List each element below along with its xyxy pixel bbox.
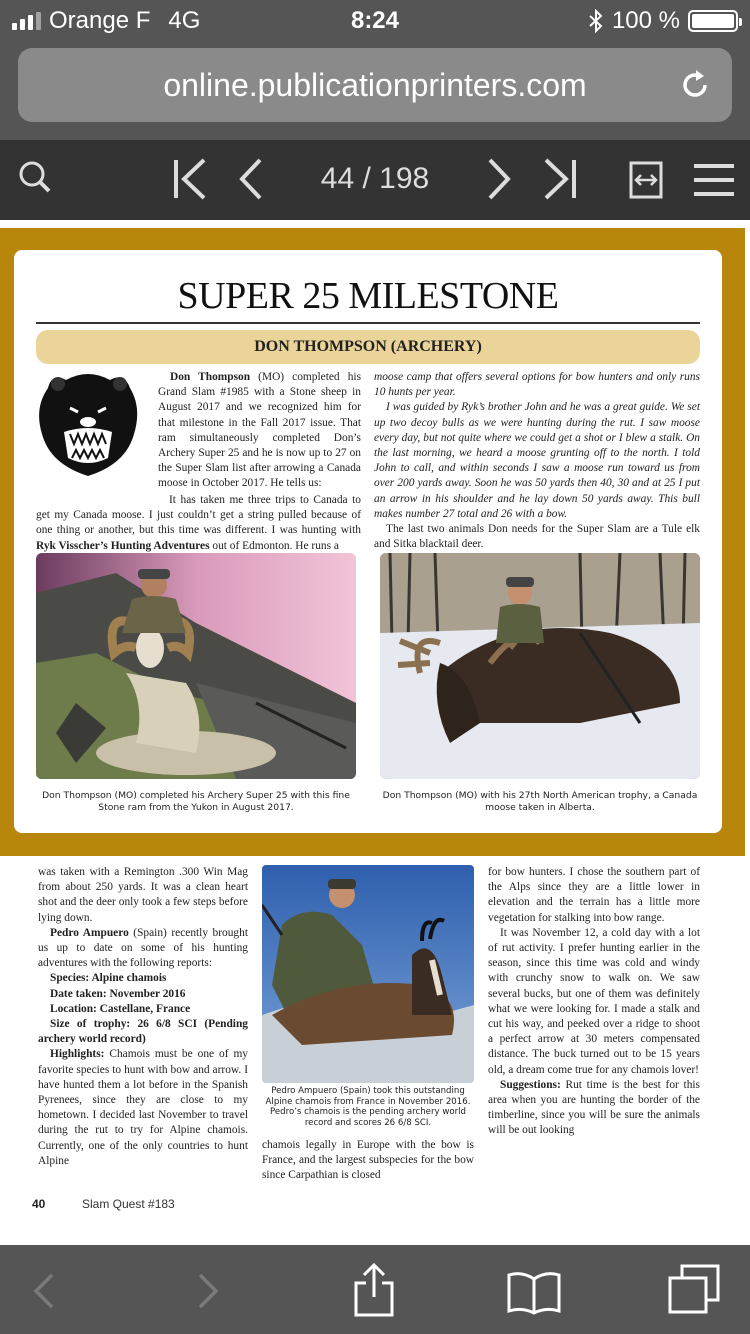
prev-page-icon[interactable]	[236, 156, 266, 202]
article-subtitle: DON THOMPSON (ARCHERY)	[36, 330, 700, 364]
moose-photo	[380, 553, 700, 779]
species-line: Species: Alpine chamois	[50, 972, 167, 985]
search-icon[interactable]	[18, 158, 54, 198]
address-bar[interactable]	[18, 48, 732, 122]
right-para-2: I was guided by Ryk’s brother John and he was a great guide. We set up two decoy bulls as we were hunting during the rut. I saw moose every day, but not quite where we could get a shot or I blew a stalk. On the last morning, we heard a moose grunting off to the north. I told John to call, and within seconds I saw a moose run toward us from over 200 yards away. Soon he was 50 yards then 40, 30 and at 25 I put an arrow in his shoulder and he lay down 50 yards away. This bull makes number 27 total and 26 with a bow.	[374, 401, 700, 520]
carrier-name: Orange F	[49, 7, 151, 34]
article-title: SUPER 25 MILESTONE	[177, 275, 559, 317]
clock: 8:24	[350, 7, 400, 34]
fit-width-icon[interactable]	[628, 160, 664, 200]
quote-end: out of Edmonton. He runs a	[209, 539, 339, 552]
right-para-3: The last two animals Don needs for the Super Slam are a Tule elk and Sitka blacktail deer.	[374, 523, 700, 551]
lower-right-para-2: It was November 12, a cold day with a lot of rut activity. I prefer hunting earlier in the season, since this time was cold and windy with crunchy snow to walk on. We saw several bucks, but one of them was definitely what we were looking for. I made a stalk and cut his way, and peeked over a ridge to shoot a perfect arrow at 30 meters compensated distance. The buck turned out to be 15 years old, a dream come true for any chamois lover!	[488, 926, 700, 1076]
network-type: 4G	[168, 7, 201, 34]
suggestions-label: Suggestions:	[500, 1078, 561, 1091]
highlights-text: Chamois must be one of my favorite species to hunt with bow and arrow. I have hunted them a lot before in the Spanish Pyrenees, since they are close to my hometown. I decided last November to travel during the rut to try for Alpine chamois. Currently, one of the only countries to hunt Alpine	[38, 1048, 248, 1167]
article-column-left-bottom	[36, 493, 361, 554]
article-column-right	[374, 370, 700, 552]
last-page-icon[interactable]	[540, 156, 580, 202]
first-page-icon[interactable]	[170, 156, 210, 202]
sheep-photo-caption: Don Thompson (MO) completed his Archery Super 25 with this fine Stone ram from the Yukon in August 2017.	[42, 790, 350, 813]
suggestions-text: Rut time is the best for this area when you are hunting the border of the timberline, since you will be sure the animals will be out looking	[488, 1078, 700, 1137]
page-number: 40	[32, 1197, 46, 1211]
status-bar	[0, 0, 750, 40]
viewer-toolbar	[0, 140, 750, 220]
lower-left-para-2: (Spain) recently brought us up to date on some of his hunting adventures with the following reports:	[38, 926, 248, 970]
page-counter: 44 / 198	[320, 162, 430, 195]
url-text: online.publicationprinters.com	[163, 66, 587, 103]
browser-bottom-bar	[0, 1245, 750, 1334]
intro-text: (MO) completed his Grand Slam #1985 with a Stone sheep in August 2017 and we recognized him for that milestone in the Fall 2017 issue. That ram simultaneously completed Don’s Archery Super 25 and he is now up to 27 on the Super Slam list after arrowing a Canada moose in October 2017. He tells us:	[158, 371, 362, 490]
tabs-icon[interactable]	[666, 1263, 722, 1315]
highlights-label: Highlights:	[50, 1048, 105, 1061]
feature-box	[14, 250, 722, 833]
reload-icon[interactable]	[678, 68, 712, 102]
size-line: Size of trophy: 26 6/8 SCI (Pending archery world record)	[38, 1018, 248, 1046]
magazine-page[interactable]	[0, 220, 750, 1245]
lower-column-middle: chamois legally in Europe with the bow is France, and the largest subspecies for the bow since Carpathian is closed	[262, 1139, 474, 1182]
feature-frame	[0, 228, 745, 856]
pedro-name: Pedro Ampuero	[50, 926, 129, 939]
next-page-icon[interactable]	[484, 156, 514, 202]
menu-icon[interactable]	[692, 162, 736, 198]
bookmarks-icon[interactable]	[506, 1269, 562, 1315]
article-column-left-top	[158, 370, 361, 492]
lower-right-para-1: for bow hunters. I chose the southern part of the Alps since they are a little lower in elevation and the terrain has a little more vegetation for stalking into bow range.	[488, 866, 700, 924]
title-divider	[36, 322, 700, 324]
lower-column-left	[38, 865, 248, 1169]
outfitter-name: Ryk Visscher’s Hunting Adventures	[36, 539, 210, 552]
stone-sheep-photo	[36, 553, 356, 779]
browser-address-area	[0, 40, 750, 140]
bluetooth-icon	[588, 9, 604, 33]
chamois-photo-caption: Pedro Ampuero (Spain) took this outstanding Alpine chamois from France in November 2016. Pedro’s chamois is the pending archery world record and scores 26 6/8 SCI.	[265, 1086, 471, 1128]
lower-column-right	[488, 865, 700, 1139]
battery-icon	[688, 10, 738, 32]
back-icon[interactable]	[30, 1271, 56, 1311]
moose-photo-caption: Don Thompson (MO) with his 27th North American trophy, a Canada moose taken in Alberta.	[382, 790, 698, 813]
person-name: Don Thompson	[170, 371, 251, 383]
location-line: Location: Castellane, France	[50, 1002, 191, 1015]
quote-text: It has taken me three trips to Canada to get my Canada moose. I just couldn’t get a string pulled because of one thing or another, but this time was different. I was hunting with	[36, 494, 361, 537]
date-line: Date taken: November 2016	[50, 987, 186, 1000]
chamois-photo	[262, 865, 474, 1083]
forward-icon[interactable]	[196, 1271, 222, 1311]
battery-percent: 100 %	[611, 7, 680, 34]
magazine-issue: Slam Quest #183	[82, 1197, 175, 1211]
right-para-1: moose camp that offers several options for bow hunters and only runs 10 hunts per year.	[374, 371, 700, 399]
share-icon[interactable]	[352, 1261, 396, 1317]
lower-left-para-1: was taken with a Remington .300 Win Mag from about 250 yards. It was a clean heart shot and the deer only took a few steps before lying down.	[38, 866, 248, 924]
bear-logo-icon	[34, 368, 142, 480]
